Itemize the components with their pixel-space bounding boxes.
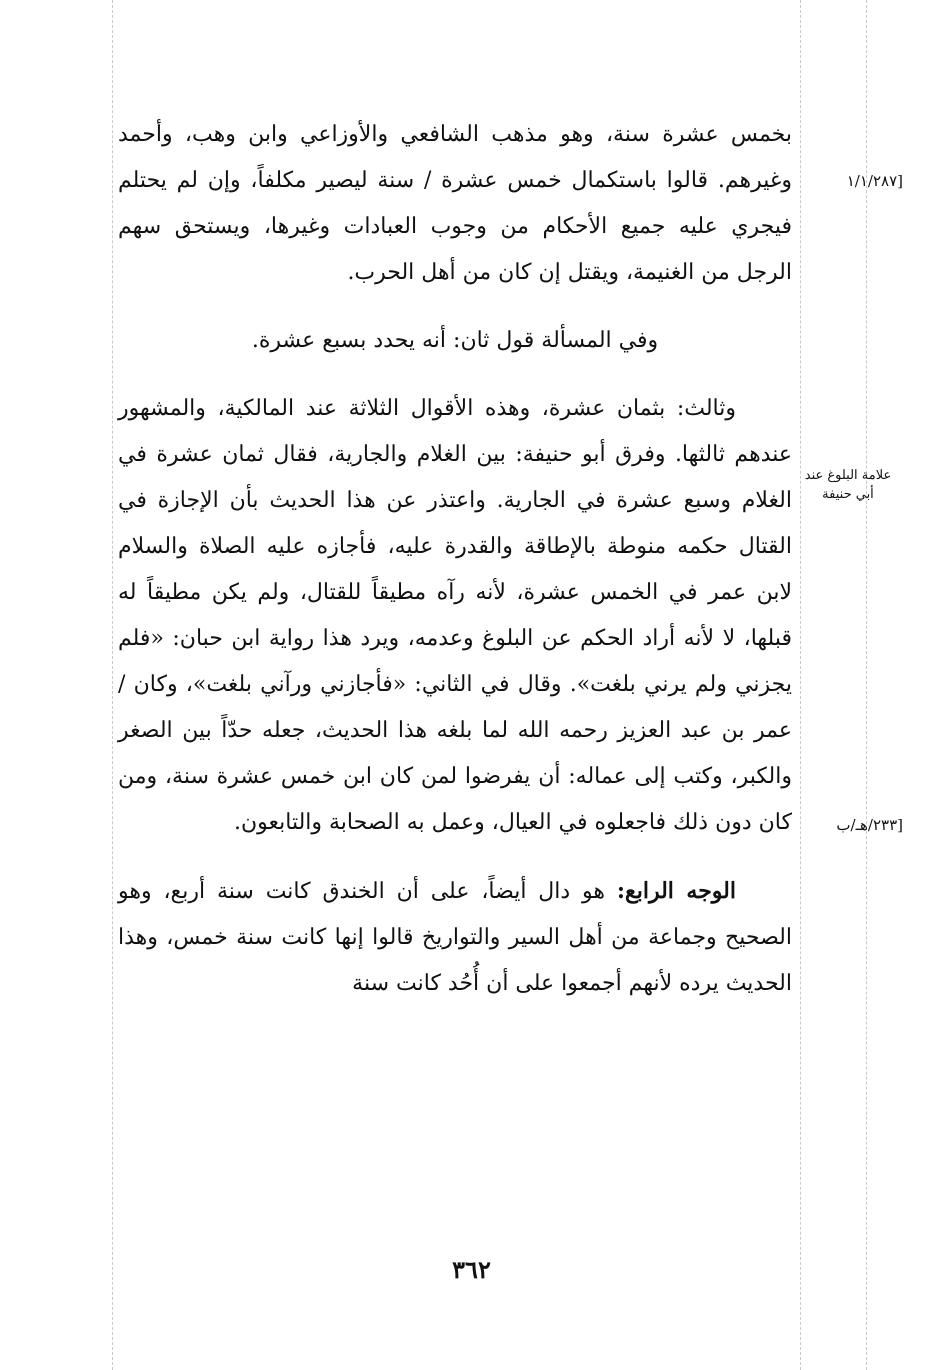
margin-reference: [١/١/٢٨٧	[846, 172, 903, 190]
main-text	[118, 112, 792, 1007]
paragraph	[118, 868, 792, 1007]
paragraph-text: هو دال أيضاً، على أن الخندق كانت سنة أربع، وهو الصحيح وجماعة من أهل السير والتواريخ قالوا إنها كانت سنة خمس، وهذا الحديث يرده لأنهم أجمعوا على أن أُحُد كانت سنة	[118, 879, 792, 996]
margin-reference: [٢٣٣/هـ/ب	[836, 816, 903, 834]
paragraph: وفي المسألة قول ثان: أنه يحدد بسبع عشرة.	[251, 328, 659, 353]
margin-guide-line	[866, 0, 867, 1370]
section-lead: الوجه الرابع:	[616, 878, 736, 904]
margin-guide-line	[112, 0, 113, 1370]
paragraph: بخمس عشرة سنة، وهو مذهب الشافعي والأوزاعي وابن وهب، وأحمد وغيرهم. قالوا باستكمال خمس عشرة / سنة ليصير مكلفاً، وإن لم يحتلم فيجري عليه جميع الأحكام من وجوب العبادات وغيرها، ويستحق سهم الرجل من الغنيمة، ويقتل إن كان من أهل الحرب.	[118, 122, 792, 285]
margin-guide-line	[800, 0, 801, 1370]
margin-note: علامة البلوغ عند أبي حنيفة	[804, 468, 892, 502]
paragraph: وثالث: بثمان عشرة، وهذه الأقوال الثلاثة عند المالكية، والمشهور عندهم ثالثها. وفرق أبو حنيفة: بين الغلام والجارية، فقال ثمان عشرة في الغلام وسبع عشرة في الجارية. واعتذر عن هذا الحديث بأن الإجازة في القتال حكمه منوطة بالإطاقة والقدرة عليه، فأجازه عليه الصلاة والسلام لابن عمر في الخمس عشرة، لأنه رآه مطيقاً للقتال، ولم يكن مطيقاً له قبلها، لا لأنه أراد الحكم عن البلوغ وعدمه، ويرد هذا رواية ابن حبان: «فلم يجزني ولم يرني بلغت». وقال في الثاني: «فأجازني ورآني بلغت»، وكان / عمر بن عبد العزيز رحمه الله لما بلغه هذا الحديث، جعله حدّاً بين الصغر والكبر، وكتب إلى عماله: أن يفرضوا لمن كان ابن خمس عشرة سنة، ومن كان دون ذلك فاجعلوه في العيال، وعمل به الصحابة والتابعون.	[118, 396, 792, 835]
page-number: ٣٦٢	[452, 1255, 491, 1284]
